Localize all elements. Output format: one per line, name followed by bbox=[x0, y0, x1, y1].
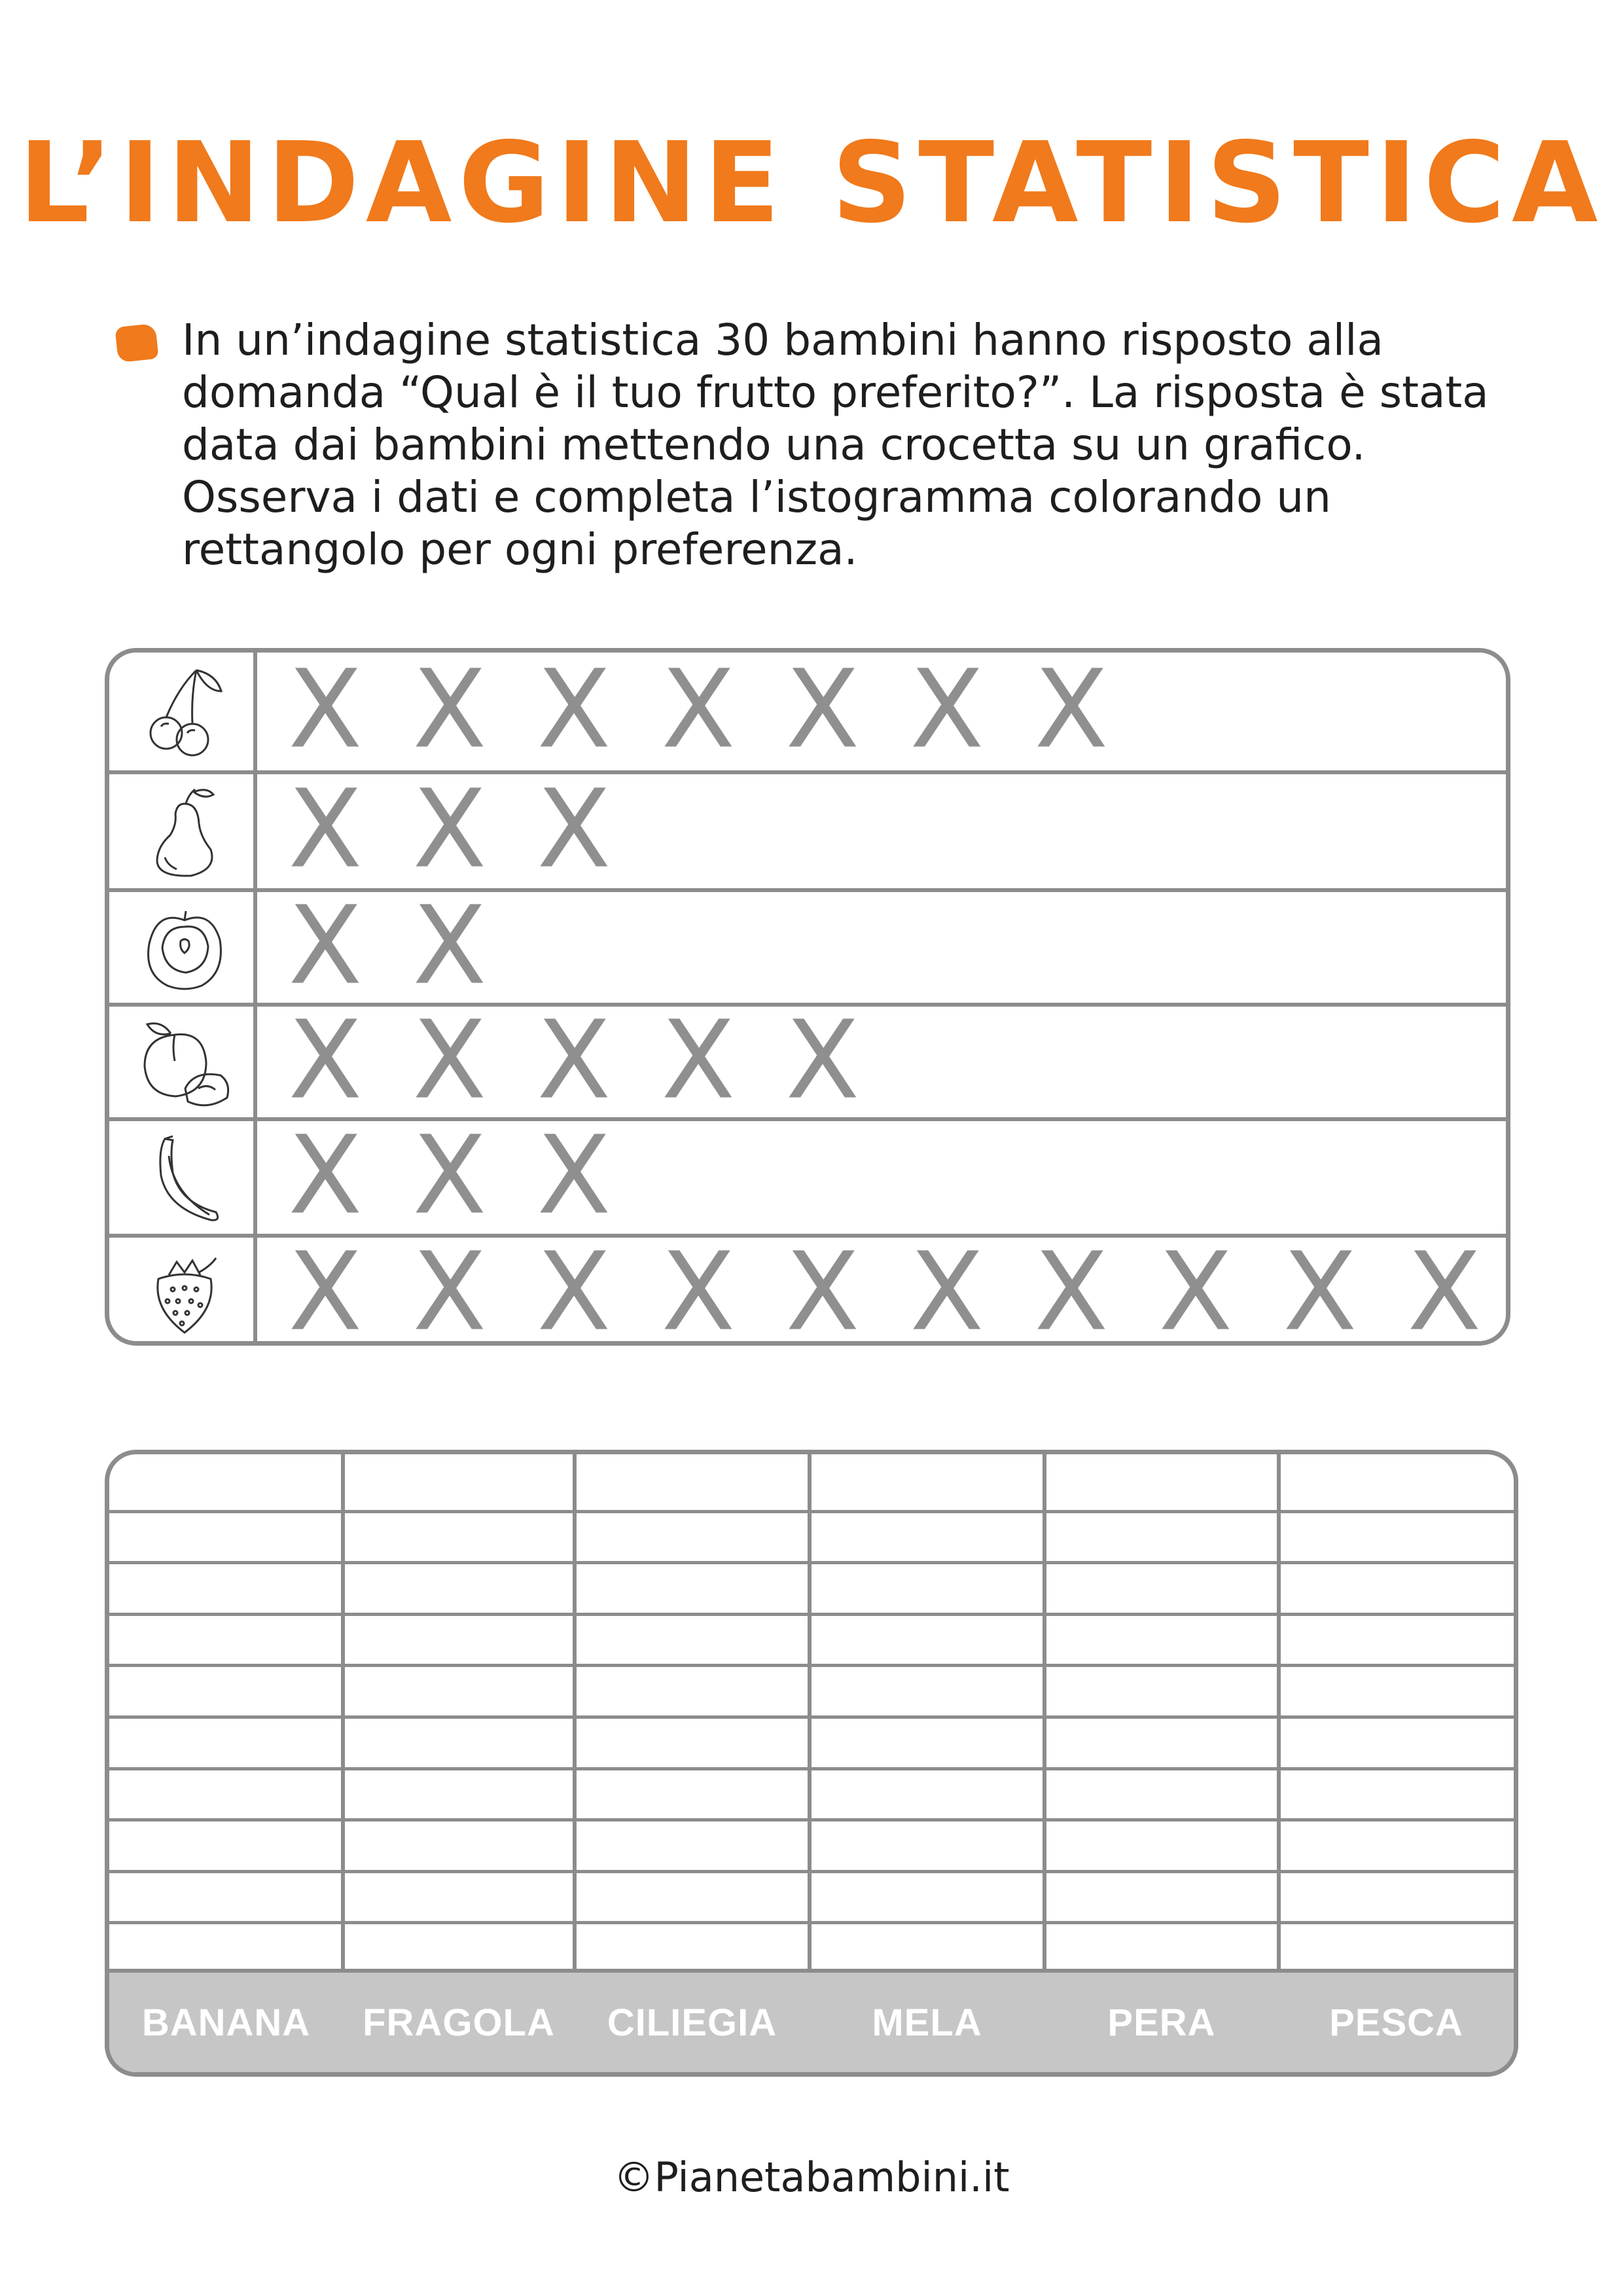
tally-mark: X bbox=[785, 1229, 860, 1346]
tally-mark: X bbox=[537, 766, 611, 892]
tally-marks bbox=[286, 766, 1506, 892]
instruction-line: rettangolo per ogni preferenza. bbox=[182, 524, 858, 575]
tally-mark: X bbox=[537, 1112, 611, 1238]
category-label-pera: PERA bbox=[1107, 2001, 1216, 2044]
category-label-fragola: FRAGOLA bbox=[363, 2001, 555, 2044]
grid-row-line bbox=[109, 1561, 1514, 1564]
tally-mark: X bbox=[537, 997, 611, 1123]
tally-mark: X bbox=[412, 766, 487, 892]
histogram-grid bbox=[105, 1450, 1518, 2077]
tally-marks bbox=[286, 1112, 1506, 1238]
tally-marks bbox=[286, 997, 1506, 1123]
peach-icon bbox=[135, 1012, 234, 1117]
tally-mark: X bbox=[910, 648, 984, 772]
tally-mark: X bbox=[785, 648, 860, 772]
grid-row-line bbox=[109, 1818, 1514, 1821]
tally-row-cherry bbox=[109, 648, 1506, 772]
instruction-line: In un’indagine statistica 30 bambini hanno risposto alla bbox=[182, 315, 1383, 365]
banana-icon bbox=[135, 1126, 234, 1231]
tally-mark: X bbox=[288, 997, 363, 1123]
category-label-pesca: PESCA bbox=[1329, 2001, 1463, 2044]
tally-marks bbox=[286, 1229, 1506, 1346]
category-label-mela: MELA bbox=[872, 2001, 982, 2044]
tally-mark: X bbox=[288, 766, 363, 892]
tally-mark: X bbox=[412, 882, 487, 1009]
pear-icon bbox=[135, 781, 234, 886]
instructions-text bbox=[182, 314, 1524, 576]
tally-row-strawberry bbox=[109, 1229, 1506, 1346]
tally-mark: X bbox=[661, 648, 736, 772]
tally-mark: X bbox=[288, 1112, 363, 1238]
tally-mark: X bbox=[661, 997, 736, 1123]
tally-mark: X bbox=[412, 648, 487, 772]
tally-mark: X bbox=[1407, 1229, 1482, 1346]
tally-mark: X bbox=[785, 997, 860, 1123]
tally-mark: X bbox=[412, 1229, 487, 1346]
tally-mark: X bbox=[412, 997, 487, 1123]
instruction-line: Osserva i dati e completa l’istogramma colorando un bbox=[182, 472, 1331, 522]
tally-row-banana bbox=[109, 1112, 1506, 1238]
tally-mark: X bbox=[910, 1229, 984, 1346]
category-label-ciliegia: CILIEGIA bbox=[607, 2001, 777, 2044]
instruction-line: domanda “Qual è il tuo frutto preferito?”. La risposta è stata bbox=[182, 367, 1489, 418]
tally-mark: X bbox=[537, 648, 611, 772]
tally-mark: X bbox=[288, 882, 363, 1009]
tally-marks bbox=[286, 648, 1506, 772]
grid-row-line bbox=[109, 1921, 1514, 1924]
grid-row-line bbox=[109, 1870, 1514, 1873]
grid-row-line bbox=[109, 1767, 1514, 1770]
tally-mark: X bbox=[412, 1112, 487, 1238]
tally-mark: X bbox=[288, 648, 363, 772]
tally-row-pear bbox=[109, 766, 1506, 892]
bullet-icon bbox=[115, 323, 158, 363]
tally-row-apple bbox=[109, 882, 1506, 1009]
tally-mark: X bbox=[1034, 1229, 1109, 1346]
instruction-line: data dai bambini mettendo una crocetta su un grafico. bbox=[182, 420, 1366, 470]
apple-icon bbox=[135, 897, 234, 1002]
copyright-footer: ©Pianetabambini.it bbox=[613, 2153, 1010, 2201]
tally-mark: X bbox=[1034, 648, 1109, 772]
tally-marks bbox=[286, 882, 1506, 1009]
cherry-icon bbox=[135, 659, 234, 764]
grid-row-line bbox=[109, 1510, 1514, 1513]
strawberry-icon bbox=[135, 1243, 234, 1346]
tally-mark: X bbox=[1158, 1229, 1233, 1346]
page-title: L’INDAGINE STATISTICA bbox=[18, 118, 1605, 248]
grid-row-line bbox=[109, 1664, 1514, 1667]
tally-mark: X bbox=[1283, 1229, 1357, 1346]
tally-table bbox=[105, 648, 1510, 1346]
grid-row-line bbox=[109, 1613, 1514, 1616]
tally-mark: X bbox=[288, 1229, 363, 1346]
grid-row-line bbox=[109, 1715, 1514, 1719]
category-label-banana: BANANA bbox=[141, 2001, 311, 2044]
tally-mark: X bbox=[661, 1229, 736, 1346]
tally-row-peach bbox=[109, 997, 1506, 1123]
tally-mark: X bbox=[537, 1229, 611, 1346]
